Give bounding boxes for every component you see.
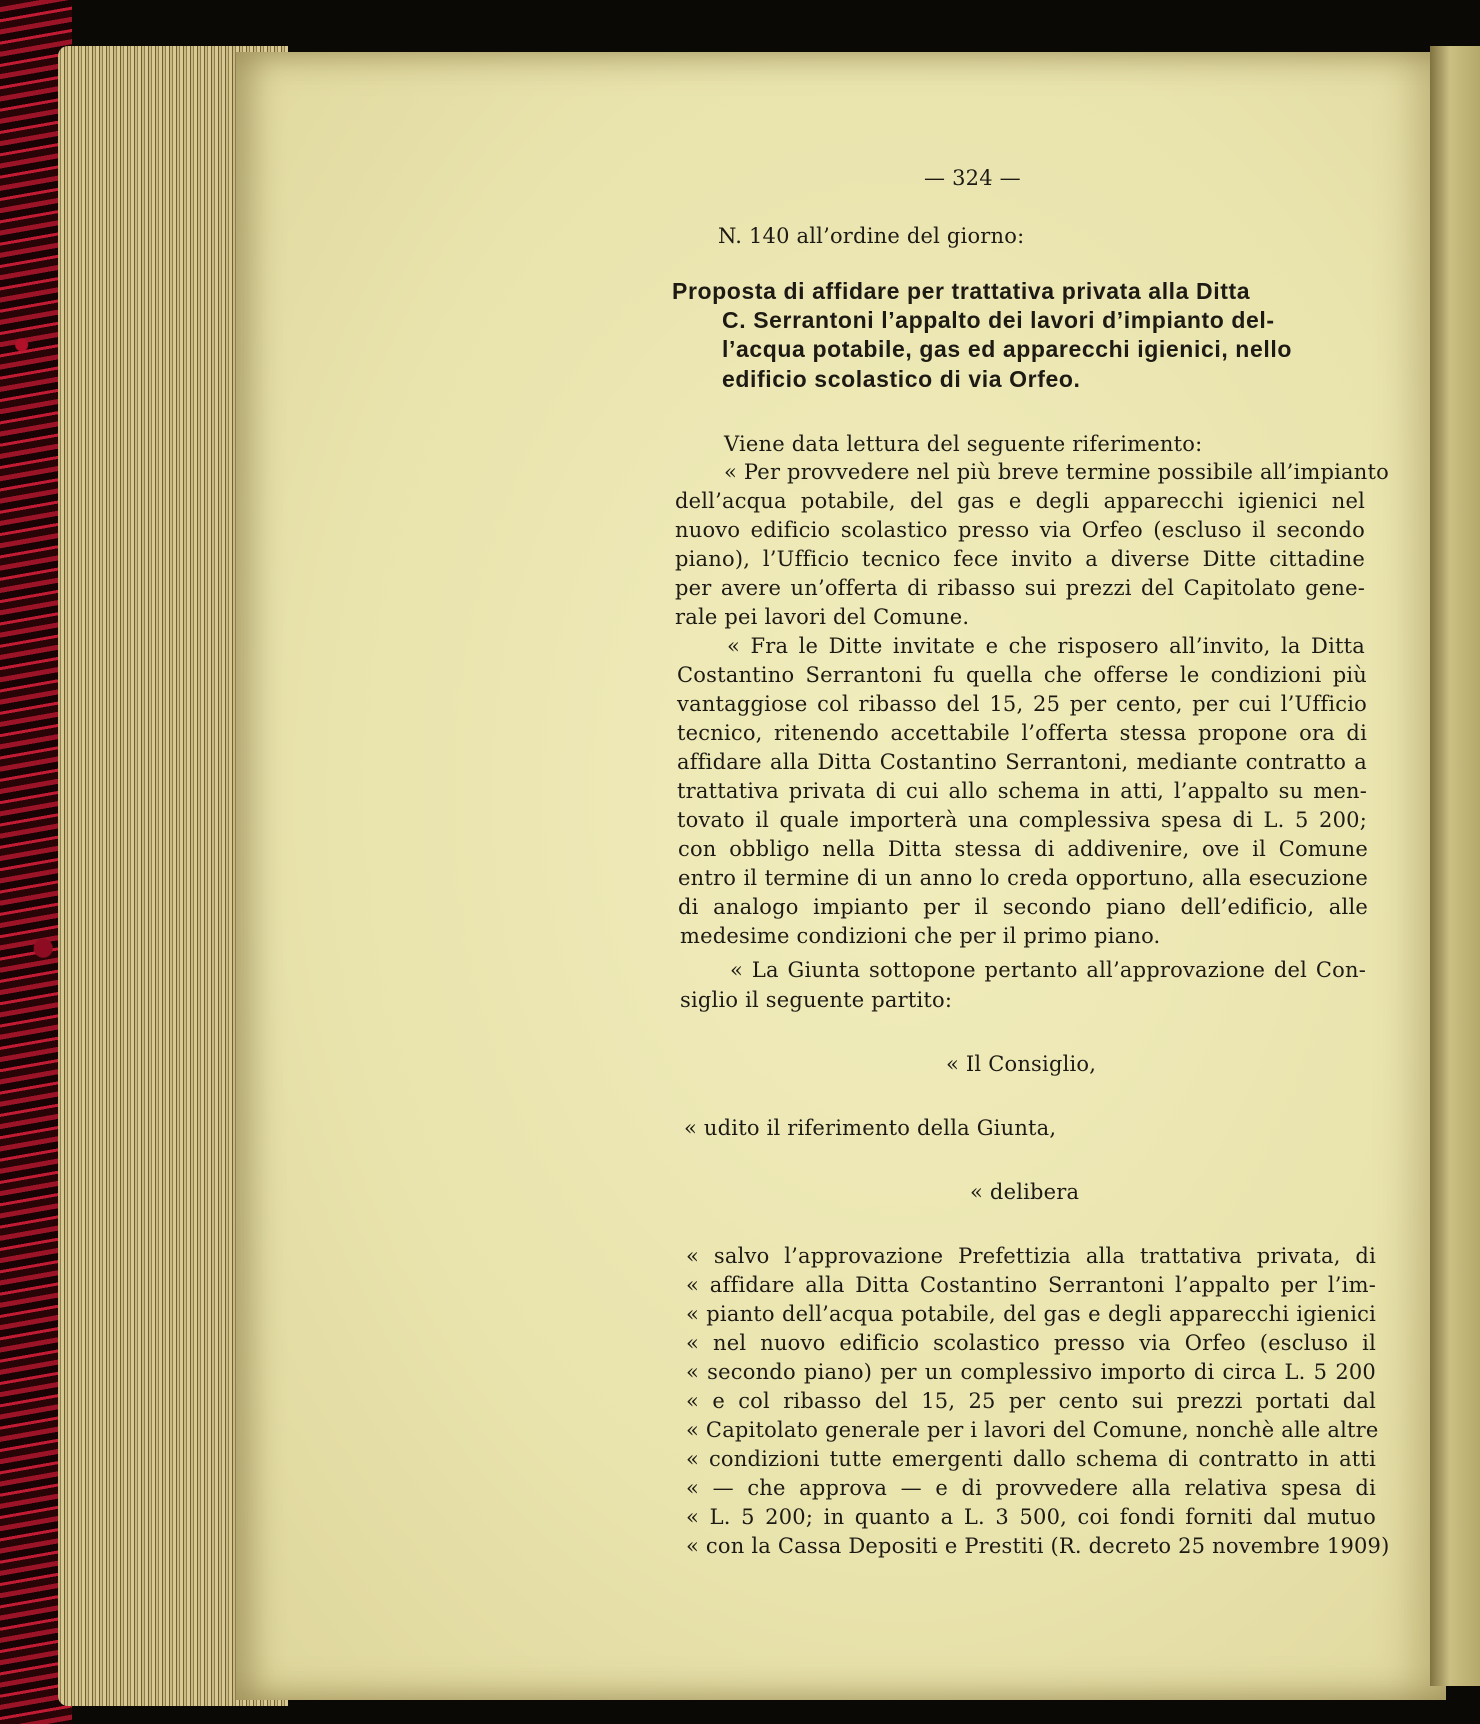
body-line: Costantino Serrantoni fu quella che offerse le condizioni più xyxy=(677,663,1367,687)
body-line: con obbligo nella Ditta stessa di addivenire, ove il Comune xyxy=(678,837,1368,861)
body-line: tecnico, ritenendo accettabile l’offerta stessa propone ora di xyxy=(677,721,1367,745)
consiglio-line: « Il Consiglio, xyxy=(946,1052,1097,1076)
body-line: rale pei lavori del Comune. xyxy=(675,605,970,629)
body-line: medesime condizioni che per il primo piano. xyxy=(680,924,1161,948)
udito-line: « udito il riferimento della Giunta, xyxy=(684,1116,1057,1140)
resolution-line: « L. 5 200; in quanto a L. 3 500, coi fondi forniti dal mutuo xyxy=(686,1505,1376,1529)
body-line: di analogo impianto per il secondo piano dell’edificio, alle xyxy=(678,895,1368,919)
body-line: nuovo edificio scolastico presso via Orfeo (escluso il secondo xyxy=(675,518,1365,542)
body-line: vantaggiose col ribasso del 15, 25 per cento, per cui l’Ufficio xyxy=(677,692,1367,716)
resolution-line: « salvo l’approvazione Prefettizia alla trattativa privata, di xyxy=(686,1244,1376,1268)
resolution-line: « nel nuovo edificio scolastico presso via Orfeo (escluso il xyxy=(686,1331,1376,1355)
resolution-line: « — che approva — e di provvedere alla relativa spesa di xyxy=(686,1476,1376,1500)
agenda-item: N. 140 all’ordine del giorno: xyxy=(718,224,1025,248)
body-line: entro il termine di un anno lo creda opportuno, alla esecuzione xyxy=(678,866,1368,890)
body-line: per avere un’offerta di ribasso sui prezzi del Capitolato gene- xyxy=(675,576,1365,600)
heading-line: C. Serrantoni l’appalto dei lavori d’impianto del- xyxy=(722,307,1275,333)
heading-line: edificio scolastico di via Orfeo. xyxy=(722,366,1081,392)
resolution-line: « pianto dell’acqua potabile, del gas e degli apparecchi igienici xyxy=(686,1302,1376,1326)
delibera-line: « delibera xyxy=(970,1180,1080,1204)
resolution-line: « con la Cassa Depositi e Prestiti (R. decreto 25 novembre 1909) xyxy=(686,1534,1390,1558)
resolution-line: « Capitolato generale per i lavori del Comune, nonchè alle altre xyxy=(686,1418,1379,1442)
heading-line: l’acqua potabile, gas ed apparecchi igienici, nello xyxy=(722,336,1292,362)
body-line: piano), l’Ufficio tecnico fece invito a diverse Ditte cittadine xyxy=(675,547,1365,571)
body-line: Viene data lettura del seguente riferimento: xyxy=(724,432,1203,456)
body-line: siglio il seguente partito: xyxy=(680,988,953,1012)
body-line: « Fra le Ditte invitate e che risposero all’invito, la Ditta xyxy=(727,634,1365,658)
heading-line: Proposta di affidare per trattativa privata alla Ditta xyxy=(672,278,1251,304)
resolution-line: « secondo piano) per un complessivo importo di circa L. 5 200 xyxy=(686,1360,1376,1384)
page-number: — 324 — xyxy=(924,166,1021,190)
resolution-line: « e col ribasso del 15, 25 per cento sui prezzi portati dal xyxy=(686,1389,1376,1413)
body-line: affidare alla Ditta Costantino Serrantoni, mediante contratto a xyxy=(677,750,1367,774)
next-page-edge xyxy=(1430,46,1480,1686)
body-line: « Per provvedere nel più breve termine possibile all’impianto xyxy=(724,460,1389,484)
resolution-line: « affidare alla Ditta Costantino Serrantoni l’appalto per l’im- xyxy=(686,1273,1376,1297)
resolution-line: « condizioni tutte emergenti dallo schema di contratto in atti xyxy=(686,1447,1376,1471)
body-line: dell’acqua potabile, del gas e degli apparecchi igienici nel xyxy=(675,489,1365,513)
body-line: « La Giunta sottopone pertanto all’approvazione del Con- xyxy=(730,958,1366,982)
body-line: trattativa privata di cui allo schema in atti, l’appalto su men- xyxy=(677,779,1367,803)
body-line: tovato il quale importerà una complessiva spesa di L. 5 200; xyxy=(677,808,1367,832)
